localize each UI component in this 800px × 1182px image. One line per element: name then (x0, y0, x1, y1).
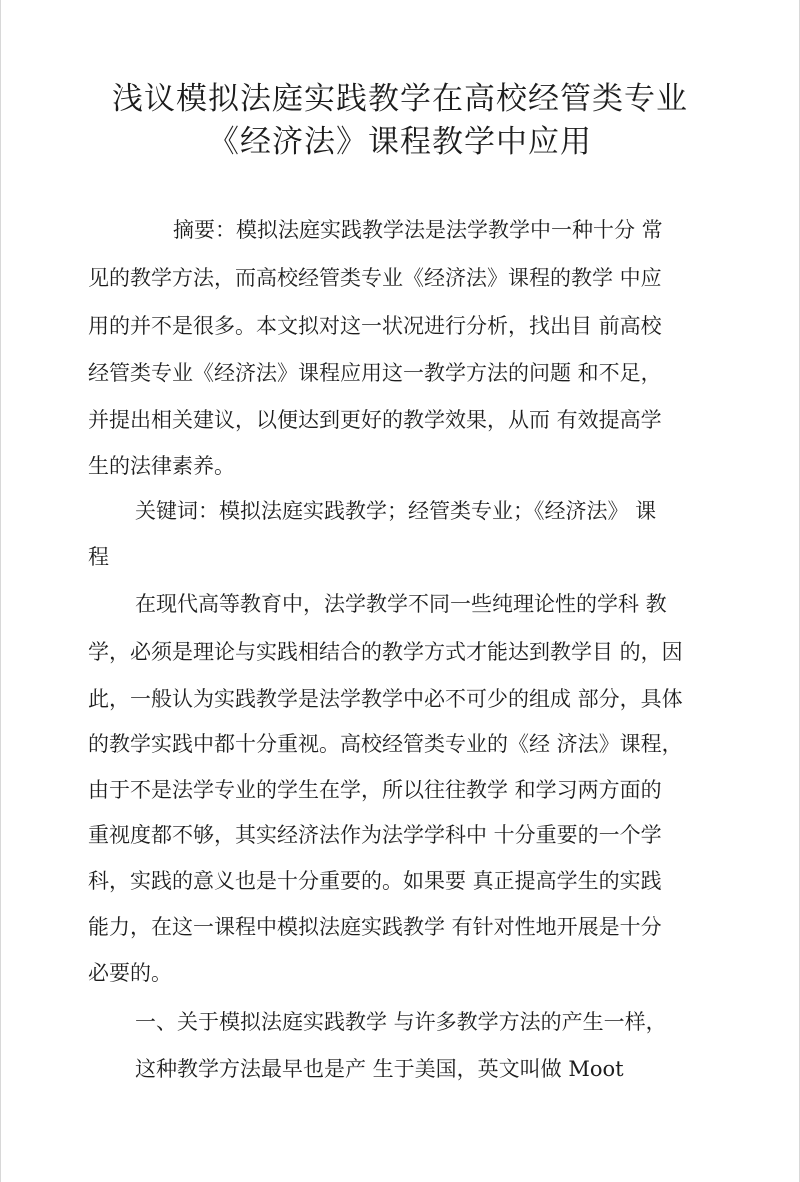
abstract-line-5: 并提出相关建议，以便达到更好的教学效果，从而 有效提高学 (88, 408, 662, 432)
abstract-line-6: 生的法律素养。 (88, 454, 235, 478)
abstract-line-4: 经管类专业《经济法》课程应用这一教学方法的问题 和不足， (88, 361, 662, 385)
document-title-line-1: 浅议模拟法庭实践教学在高校经管类专业 (112, 81, 688, 117)
keywords-line-1: 关键词：模拟法庭实践教学；经管类专业；《经济法》 课 (135, 499, 657, 523)
keywords-line-2: 程 (88, 545, 109, 569)
section-line-2: 这种教学方法最早也是产 生于美国，英文叫做 Moot (135, 1057, 624, 1081)
page-left-edge (0, 0, 1, 1182)
body-line-6: 重视度都不够，其实经济法作为法学学科中 十分重要的一个学 (88, 823, 662, 847)
body-line-4: 的教学实践中都十分重视。高校经管类专业的《经 济法》课程， (88, 732, 683, 756)
abstract-line-1: 摘要：模拟法庭实践教学法是法学教学中一种十分 常 (173, 218, 663, 242)
body-line-7: 科，实践的意义也是十分重要的。如果要 真正提高学生的实践 (88, 869, 662, 893)
body-line-3: 此，一般认为实践教学是法学教学中必不可少的组成 部分，具体 (88, 687, 683, 711)
abstract-line-3: 用的并不是很多。本文拟对这一状况进行分析，找出目 前高校 (88, 314, 662, 338)
body-line-9: 必要的。 (88, 961, 172, 985)
document-title-line-2: 《经济法》课程教学中应用 (208, 124, 592, 160)
body-line-5: 由于不是法学专业的学生在学，所以往往教学 和学习两方面的 (88, 778, 662, 802)
section-line-1: 一、关于模拟法庭实践教学 与许多教学方法的产生一样， (135, 1010, 667, 1034)
abstract-line-2: 见的教学方法，而高校经管类专业《经济法》课程的教学 中应 (88, 266, 662, 290)
body-line-1: 在现代高等教育中，法学教学不同一些纯理论性的学科 教 (135, 592, 667, 616)
body-line-2: 学，必须是理论与实践相结合的教学方式才能达到教学目 的，因 (88, 640, 683, 664)
body-line-8: 能力，在这一课程中模拟法庭实践教学 有针对性地开展是十分 (88, 915, 662, 939)
